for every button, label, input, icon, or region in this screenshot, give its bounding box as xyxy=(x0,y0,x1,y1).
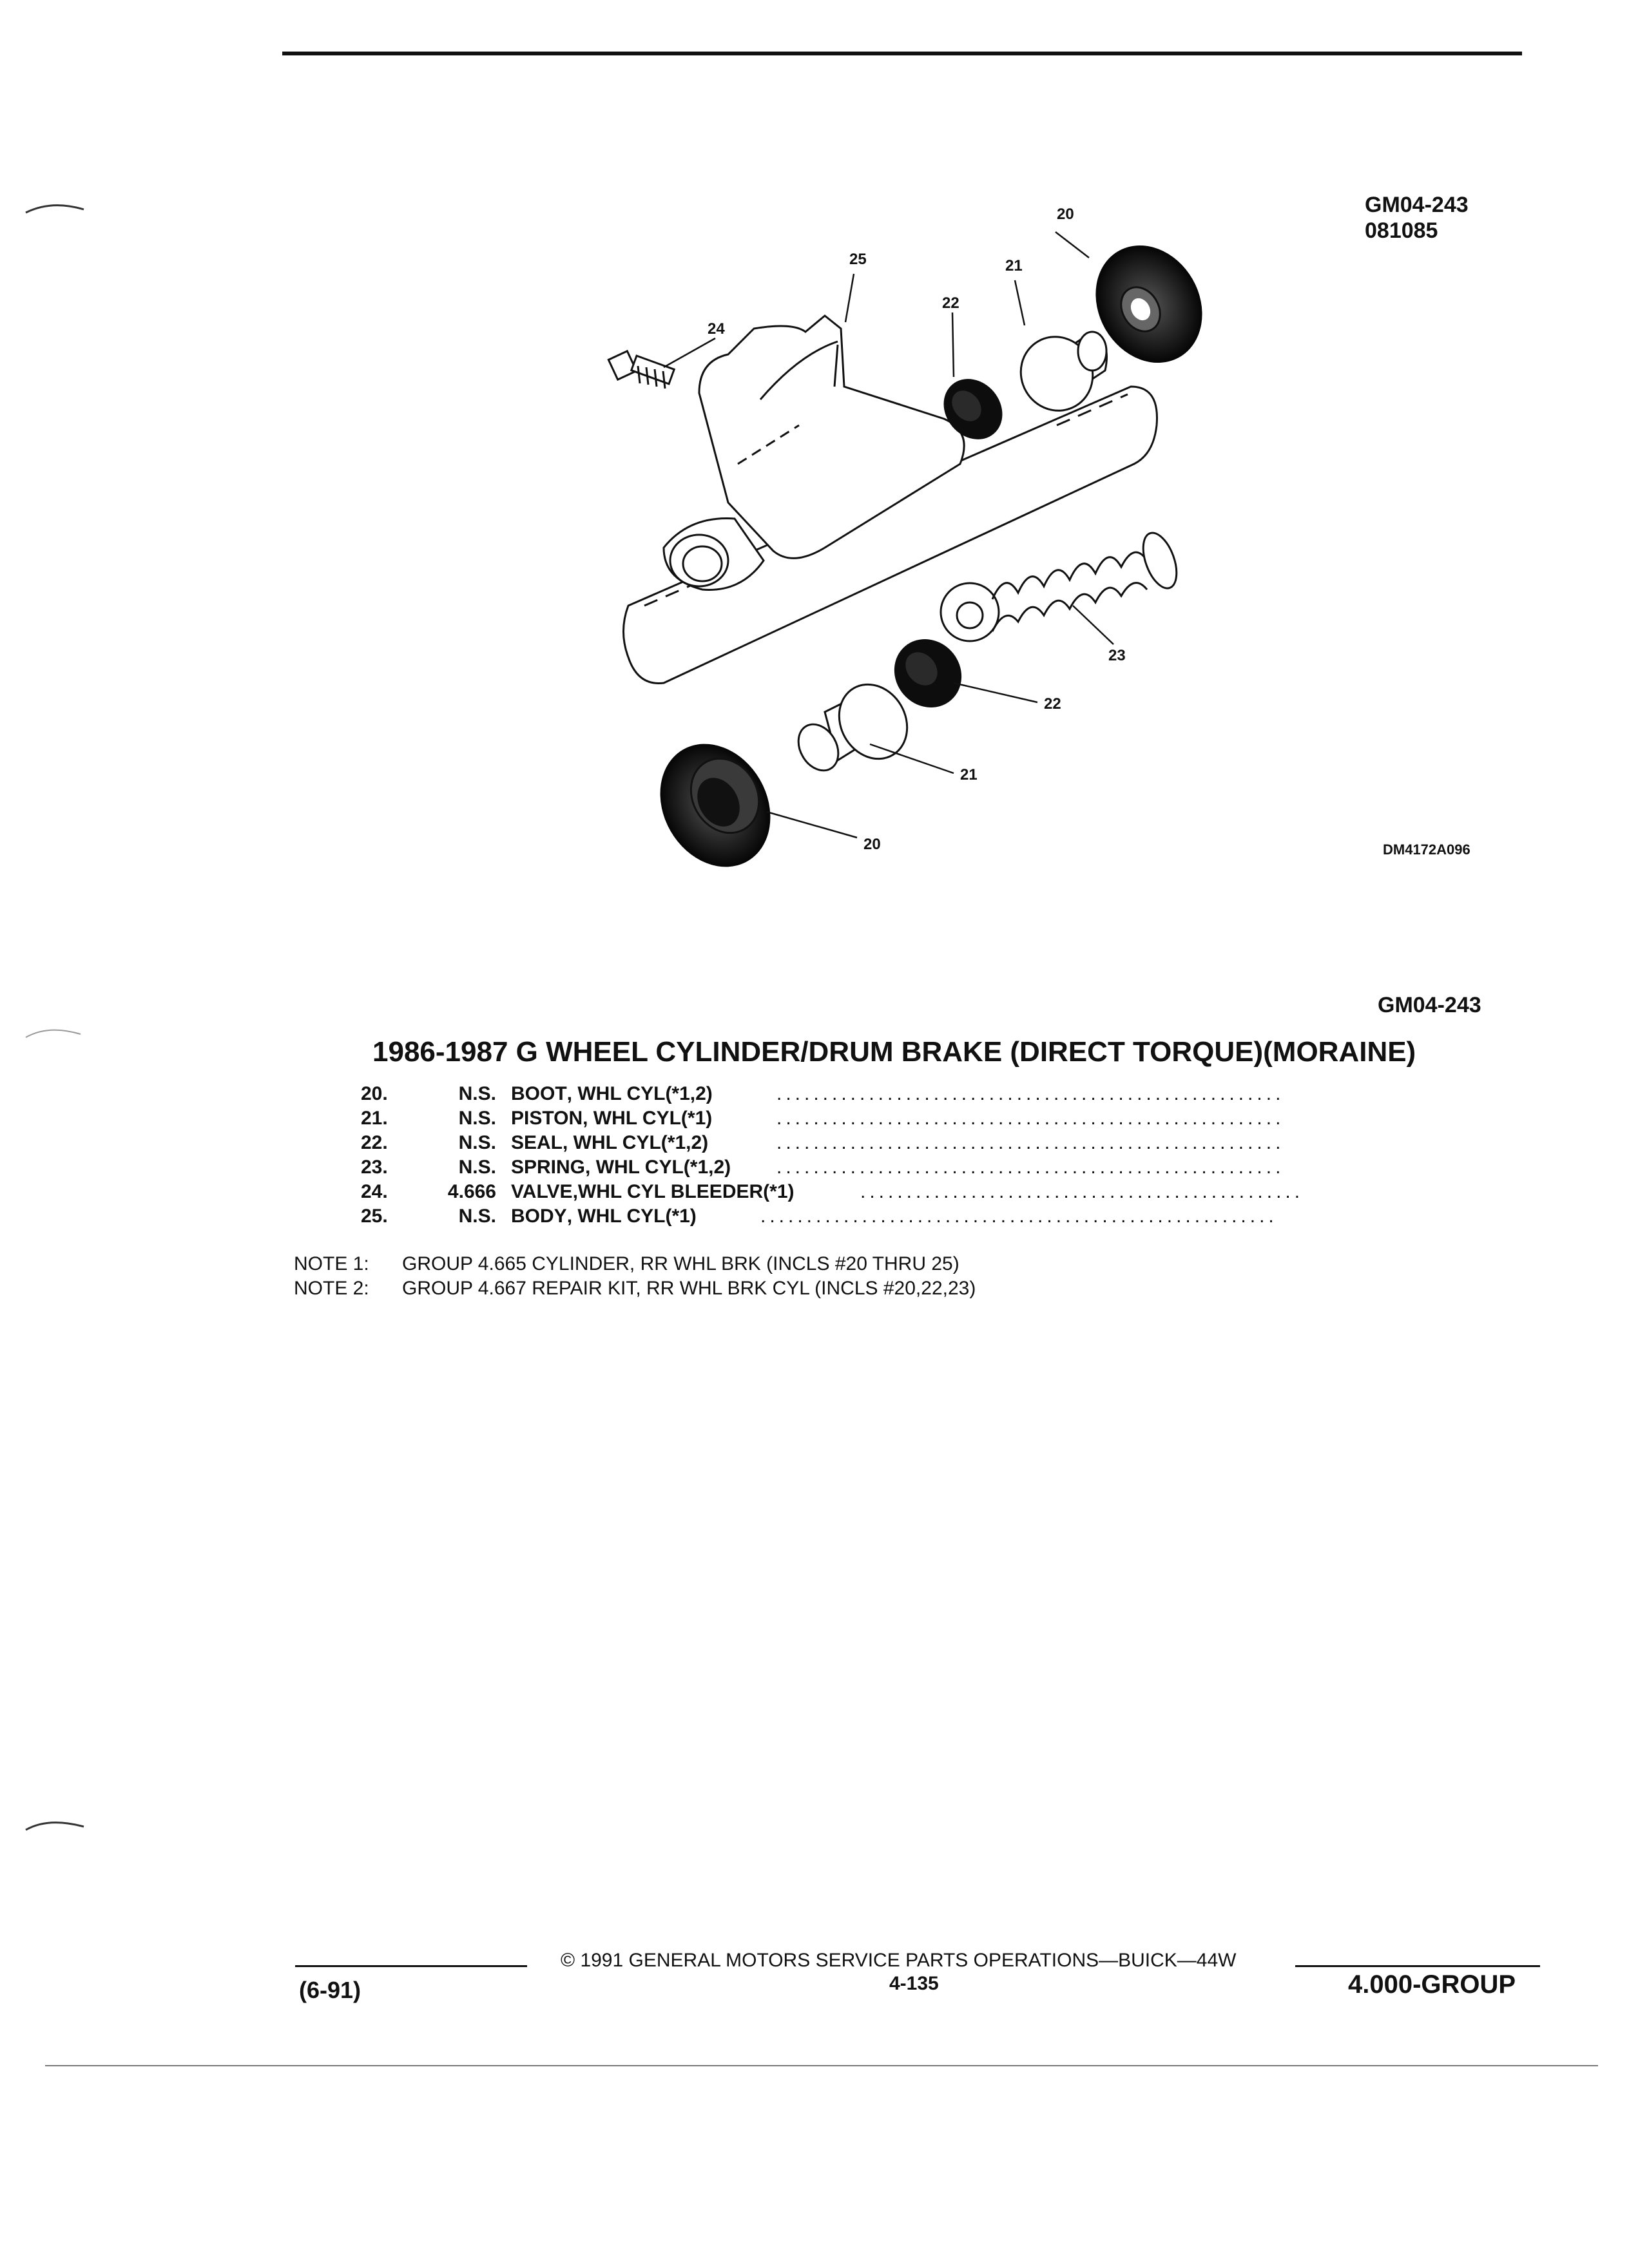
part-number: 23. xyxy=(361,1157,388,1178)
footer-rule-right xyxy=(1295,1965,1540,1967)
bottom-scan-line xyxy=(45,2065,1598,2066)
parts-row xyxy=(0,1179,1629,1205)
part-name xyxy=(511,1179,795,1205)
leader-line xyxy=(767,812,857,838)
margin-mark xyxy=(26,206,84,213)
parts-row xyxy=(0,1081,1629,1107)
part-name-bold: PISTON xyxy=(511,1108,583,1129)
part-name xyxy=(511,1106,712,1131)
exploded-diagram xyxy=(580,193,1289,876)
part-desc: , WHL CYL(*1,2) xyxy=(563,1132,709,1153)
note-label: NOTE 1: xyxy=(294,1253,369,1274)
parts-row xyxy=(0,1106,1629,1131)
part-name-bold: VALVE xyxy=(511,1181,573,1202)
dot-leader: ........................................................ xyxy=(760,1206,1278,1227)
part-name-bold: SEAL xyxy=(511,1132,563,1153)
part-group: 4.666 xyxy=(447,1181,496,1202)
section-code: GM04-243 xyxy=(1378,993,1481,1017)
part-group: N.S. xyxy=(458,1083,496,1104)
part-number: 24. xyxy=(361,1181,388,1202)
top-rule xyxy=(282,52,1522,55)
note-label: NOTE 2: xyxy=(294,1278,369,1299)
part-number: 25. xyxy=(361,1206,388,1227)
footer-rule-left xyxy=(295,1965,527,1967)
part-group: N.S. xyxy=(458,1132,496,1153)
callout-label: 21 xyxy=(1005,257,1023,274)
part-name-bold: BODY xyxy=(511,1206,567,1227)
part-number: 20. xyxy=(361,1083,388,1104)
margin-marks xyxy=(19,180,97,1856)
part-number: 21. xyxy=(361,1108,388,1129)
revision-date: (6-91) xyxy=(299,1977,361,2003)
figure-date: 081085 xyxy=(1365,218,1438,243)
body-part-25 xyxy=(664,316,964,590)
figure-code: GM04-243 xyxy=(1365,193,1469,217)
note-text: GROUP 4.667 REPAIR KIT, RR WHL BRK CYL (INCLS #20,22,23) xyxy=(402,1278,976,1299)
part-name-bold: BOOT xyxy=(511,1083,567,1104)
section-title: 1986-1987 G WHEEL CYLINDER/DRUM BRAKE (DIRECT TORQUE)(MORAINE) xyxy=(372,1036,1416,1068)
part-number: 22. xyxy=(361,1132,388,1153)
leader-line xyxy=(952,312,954,377)
part-desc: ,WHL CYL BLEEDER(*1) xyxy=(572,1181,795,1202)
margin-mark xyxy=(26,1030,81,1037)
part-group: N.S. xyxy=(458,1206,496,1227)
footer-copyright: © 1991 GENERAL MOTORS SERVICE PARTS OPERATIONS—BUICK—44W xyxy=(561,1950,1237,1971)
parts-row xyxy=(0,1130,1629,1156)
note-text: GROUP 4.665 CYLINDER, RR WHL BRK (INCLS #20 THRU 25) xyxy=(402,1253,959,1274)
callout-label: 24 xyxy=(708,320,725,338)
part-name xyxy=(511,1155,731,1180)
part-desc: , WHL CYL(*1) xyxy=(583,1108,713,1129)
callout-label: 25 xyxy=(849,251,867,268)
callout-label: 20 xyxy=(1057,206,1074,223)
parts-row xyxy=(0,1155,1629,1180)
leader-line xyxy=(1015,280,1025,325)
group-label: 4.000-GROUP xyxy=(1348,1970,1516,1999)
margin-mark xyxy=(26,1823,84,1830)
piston-21-top xyxy=(1007,323,1106,423)
callout-label: 22 xyxy=(1044,695,1061,713)
part-group: N.S. xyxy=(458,1108,496,1129)
parts-row xyxy=(0,1204,1629,1229)
leader-line xyxy=(1055,232,1089,258)
spring-23 xyxy=(941,528,1183,641)
leader-line xyxy=(1073,606,1113,644)
leader-line xyxy=(845,274,854,322)
dot-leader: ....................................................... xyxy=(776,1108,1285,1129)
part-name xyxy=(511,1081,713,1107)
callout-label: 23 xyxy=(1108,647,1126,664)
dot-leader: ....................................................... xyxy=(776,1083,1285,1104)
callout-label: 22 xyxy=(942,294,959,312)
part-desc: , WHL CYL(*1) xyxy=(566,1206,697,1227)
part-desc: , WHL CYL(*1,2) xyxy=(566,1083,713,1104)
dot-leader: ....................................................... xyxy=(776,1132,1285,1153)
page-number: 4-135 xyxy=(889,1973,939,1994)
boot-20-bottom xyxy=(639,724,793,876)
callout-label: 21 xyxy=(960,766,978,783)
leader-line xyxy=(664,338,715,367)
drawing-id: DM4172A096 xyxy=(1383,841,1470,858)
part-name xyxy=(511,1130,708,1156)
part-group: N.S. xyxy=(458,1157,496,1178)
bleeder-valve-24 xyxy=(608,351,674,389)
part-desc: , WHL CYL(*1,2) xyxy=(585,1157,731,1178)
dot-leader: ................................................ xyxy=(860,1181,1304,1202)
dot-leader: ....................................................... xyxy=(776,1157,1285,1178)
part-name-bold: SPRING xyxy=(511,1157,586,1178)
callout-label: 20 xyxy=(863,836,881,853)
part-name xyxy=(511,1204,697,1229)
leader-line xyxy=(954,683,1037,702)
